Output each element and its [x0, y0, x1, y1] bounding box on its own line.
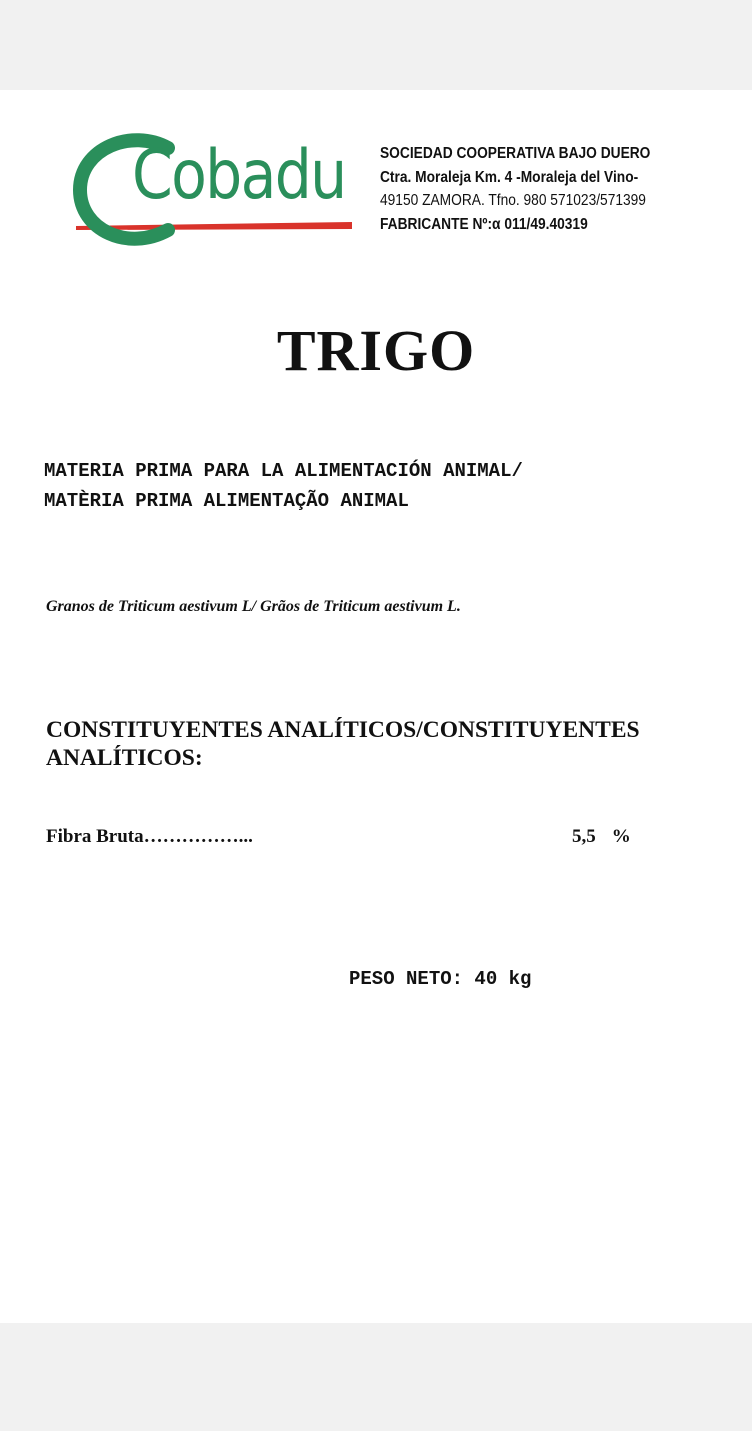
document-page [0, 90, 752, 1323]
company-address-1: Ctra. Moraleja Km. 4 -Moraleja del Vino- [380, 168, 639, 186]
analytic-value: 5,5 [572, 826, 596, 847]
product-subtitle [44, 456, 523, 516]
company-info [380, 142, 650, 236]
analytic-unit: % [611, 826, 631, 847]
company-name: SOCIEDAD COOPERATIVA BAJO DUERO [380, 145, 651, 162]
logo-wordmark: Cobadu [132, 136, 346, 215]
analytics-heading: CONSTITUYENTES ANALÍTICOS/CONSTITUYENTES ANALÍTICOS: [46, 717, 640, 771]
company-address-2: 49150 ZAMORA. Tfno. 980 571023/571399 [380, 192, 646, 209]
subtitle-line-1: MATERIA PRIMA PARA LA ALIMENTACIÓN ANIMAL/ [44, 460, 523, 482]
subtitle-line-2: MATÈRIA PRIMA ALIMENTAÇÃO ANIMAL [44, 490, 409, 512]
manufacturer-number: FABRICANTE Nº:α 011/49.40319 [380, 215, 588, 233]
analytic-row-label: Fibra Bruta……………... [46, 826, 253, 847]
product-title: TRIGO [276, 318, 476, 383]
species-description: Granos de Triticum aestivum L/ Grãos de Triticum aestivum L. [46, 598, 461, 615]
analytic-row-value [572, 826, 631, 848]
company-logo [72, 130, 362, 250]
net-weight: PESO NETO: 40 kg [349, 968, 532, 990]
